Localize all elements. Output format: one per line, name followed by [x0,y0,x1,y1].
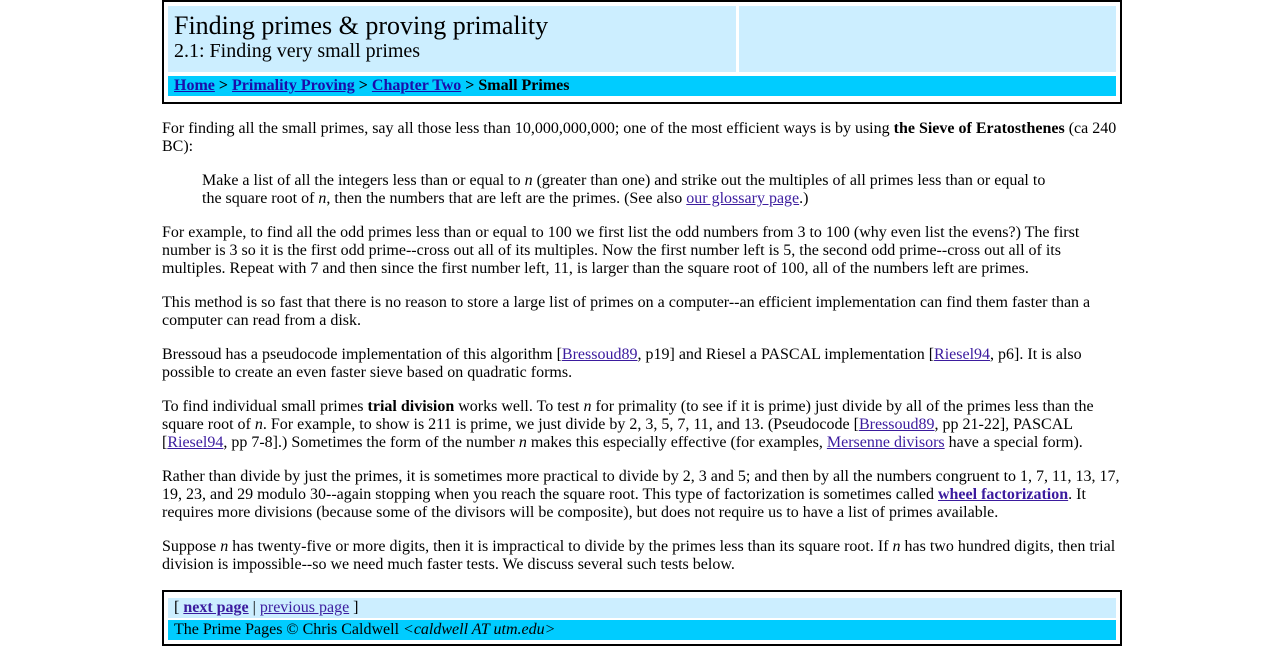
breadcrumb-chapter-two-link[interactable]: Chapter Two [371,77,462,94]
text: , p6]. It is also possible to create an even faster sieve based on quadratic forms. [162,346,1082,381]
bressoud89-link[interactable]: Bressoud89 [858,416,935,433]
text: Make a list of all the integers less than or equal to [202,172,525,189]
breadcrumb-separator: > [461,77,479,94]
riesel94-link[interactable]: Riesel94 [934,346,991,363]
text: Suppose [162,538,221,555]
text: Rather than divide by just the primes, it is sometimes more practical to divide by 2, 3 and 5; and then by all the numbers congruent to 1, 7, 11, 13, 17, 19, 23, and 29 modulo 30--again stopping when you reach the square root. This type of factorization is sometimes called [162,468,1120,503]
separator: | [248,599,260,616]
footer-nav [168,598,1116,618]
variable-n: n [583,398,592,415]
text: makes this especially effective (for examples, [526,434,827,451]
glossary-link[interactable]: our glossary page [686,190,800,207]
footer-copyright [168,620,1116,640]
breadcrumb-separator: > [354,77,372,94]
paragraph-large-n [162,538,1122,574]
next-page-link[interactable]: next page [183,599,249,616]
title-cell [168,6,736,72]
paragraph-implementations [162,346,1122,382]
breadcrumb-primality-proving-link[interactable]: Primality Proving [232,77,355,94]
text: .) [799,190,809,207]
sieve-definition-quote [202,172,1050,208]
bracket: ] [349,599,359,616]
variable-n: n [524,172,533,189]
text: For finding all the small primes, say all those less than 10,000,000,000; one of the most efficient ways is by using [162,120,894,137]
text: works well. To test [454,398,584,415]
paragraph-intro [162,120,1122,156]
copyright-text: The Prime Pages © Chris Caldwell [174,621,404,638]
breadcrumb-separator: > [214,77,232,94]
text: , p19] and Riesel a PASCAL implementation [ [637,346,935,363]
variable-n: n [254,416,263,433]
paragraph-wheel [162,468,1122,522]
text: . It requires more divisions (because some of the divisors will be composite), but does not require us to have a list of primes available. [162,486,1086,521]
main-content [162,120,1122,574]
text: , pp 7-8].) Sometimes the form of the number [223,434,519,451]
text: (greater than one) and strike out the multiples of all primes less than or equal to the square root of [202,172,1046,207]
wheel-factorization-link[interactable]: wheel factorization [937,486,1069,503]
trial-division-term: trial division [367,398,455,415]
header-box [162,0,1122,104]
text: has two hundred digits, then trial division is impossible--so we need much faster tests. We discuss several such tests below. [162,538,1116,573]
text: for primality (to see if it is prime) just divide by all of the primes less than the square root of [162,398,1094,433]
footer-box [162,590,1122,646]
text: Bressoud has a pseudocode implementation of this algorithm [ [162,346,562,363]
variable-n: n [892,538,901,555]
text: , then the numbers that are left are the primes. (See also [326,190,687,207]
breadcrumb [168,76,1116,96]
breadcrumb-current: Small Primes [478,77,570,94]
page-title: Finding primes & proving primality [174,11,549,40]
variable-n: n [220,538,229,555]
paragraph-example: For example, to find all the odd primes less than or equal to 100 we first list the odd numbers from 3 to 100 (why even list the evens?) The first number is 3 so it is the first odd prime--cross out all of its multiples. Now the first number left is 5, the second odd prime--cross out all of its multiples. Repeat with 7 and then since the first number left, 11, is larger than the square root of 100, all of the numbers left are primes. [162,224,1080,277]
text: To find individual small primes [162,398,368,415]
paragraph-trial-division [162,398,1122,452]
paragraph-speed: This method is so fast that there is no reason to store a large list of primes on a computer--an efficient implementation can find them faster than a computer can read from a disk. [162,294,1091,329]
breadcrumb-home-link[interactable]: Home [174,77,215,94]
text: (ca 240 BC): [162,120,1117,155]
previous-page-link[interactable]: previous page [259,599,350,616]
page [162,0,1122,638]
bracket: [ [174,599,184,616]
text: has twenty-five or more digits, then it is impractical to divide by the primes less than its square root. If [228,538,893,555]
sieve-term: the Sieve of Eratosthenes [893,120,1065,137]
variable-n: n [518,434,527,451]
text: have a special form). [944,434,1083,451]
bressoud89-link[interactable]: Bressoud89 [561,346,638,363]
riesel94-link[interactable]: Riesel94 [167,434,224,451]
variable-n: n [318,190,327,207]
text: . For example, to show is 211 is prime, we just divide by 2, 3, 5, 7, 11, and 13. (Pseudocode [ [262,416,859,433]
header-blank-cell [739,6,1116,72]
contact-email: <caldwell AT utm.edu> [403,621,556,638]
text: , pp 21-22], PASCAL [ [162,416,1073,451]
mersenne-divisors-link[interactable]: Mersenne divisors [826,434,945,451]
header-top [168,6,1116,72]
page-subtitle: 2.1: Finding very small primes [174,40,421,62]
